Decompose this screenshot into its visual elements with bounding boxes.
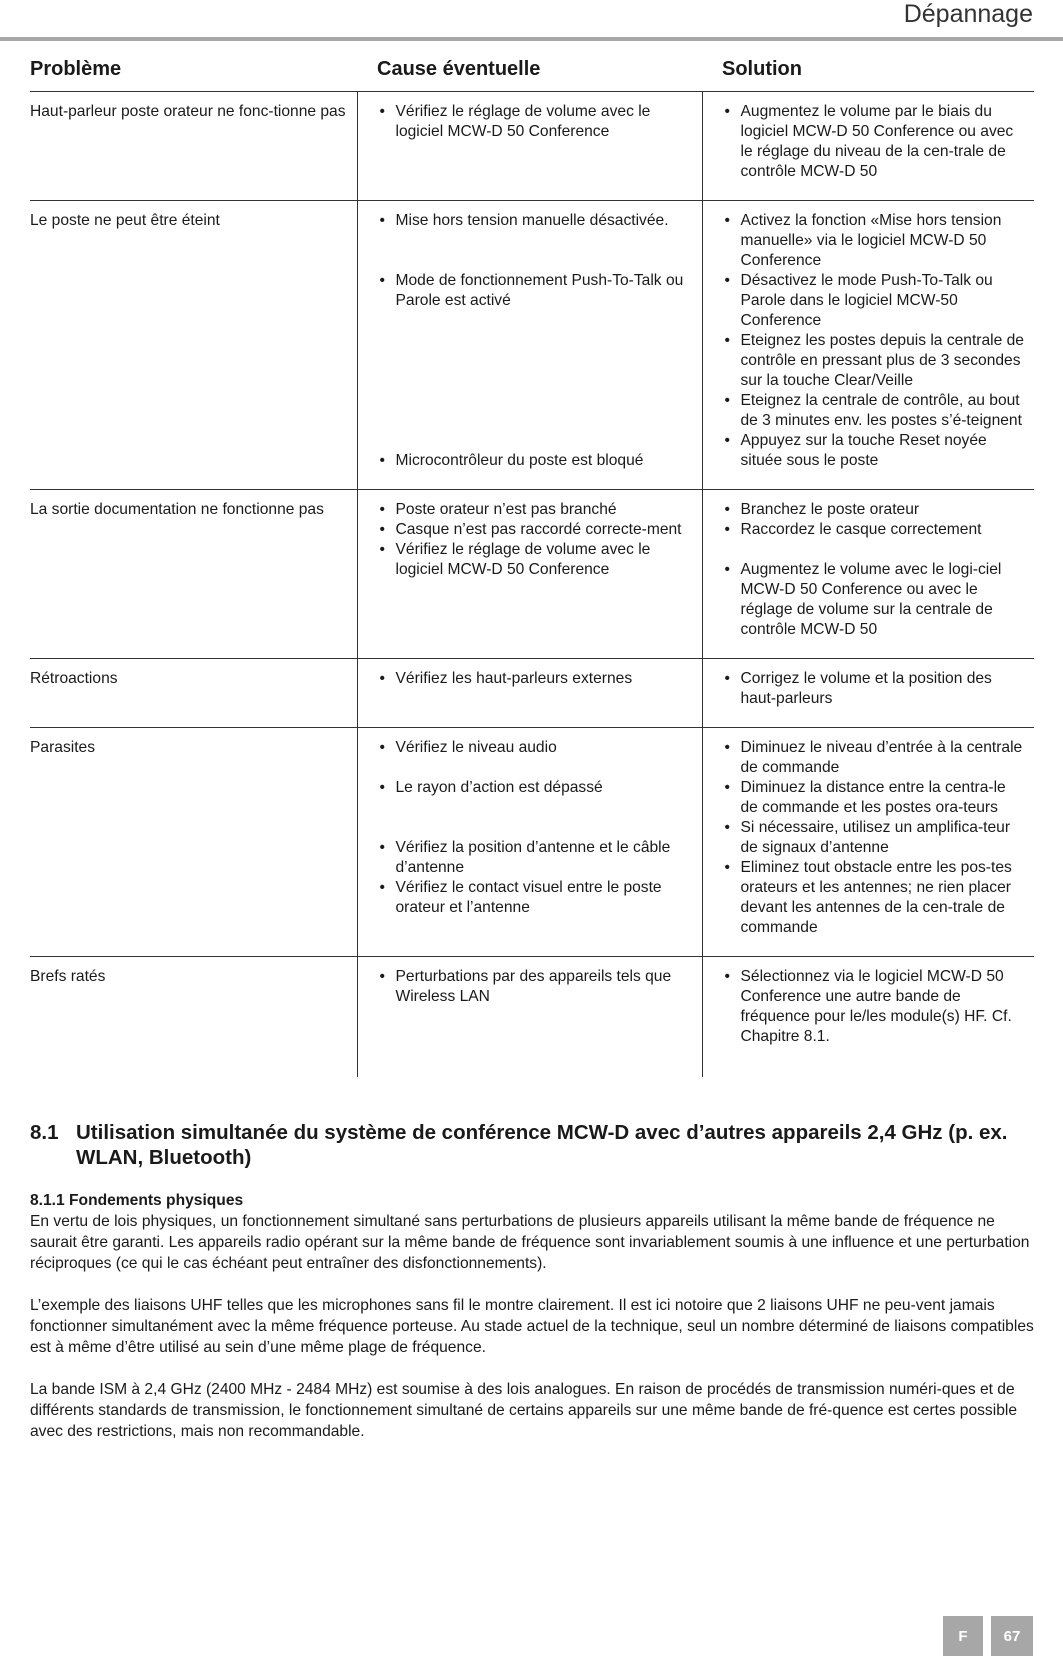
- cause-cell: [357, 92, 702, 201]
- solution-item: • Eteignez la centrale de contrôle, au bout de 3 minutes env. les postes s’é-teignent: [723, 391, 1025, 431]
- troubleshooting-table: [30, 55, 1034, 1077]
- cause-item: • Le rayon d’action est dépassé: [378, 778, 692, 798]
- solution-item: • Augmentez le volume avec le logi-ciel MCW-D 50 Conference ou avec le réglage de volume sur la centrale de contrôle MCW-D 50: [723, 560, 1025, 640]
- page-header-title: Dépannage: [903, 0, 1033, 28]
- cause-cell: [357, 957, 702, 1078]
- solution-item: • Raccordez le casque correctement: [723, 520, 1025, 540]
- solution-item: • Sélectionnez via le logiciel MCW-D 50 Conference une autre bande de fréquence pour le/les module(s) HF. Cf. Chapitre 8.1.: [723, 967, 1025, 1047]
- solution-item: • Eliminez tout obstacle entre les pos-tes orateurs et les antennes; ne rien placer devant les antennes de la cen-trale de commande: [723, 858, 1025, 938]
- solution-cell: [702, 957, 1034, 1078]
- problem-cell: Parasites: [30, 728, 357, 957]
- column-header-problem: Problème: [30, 55, 357, 92]
- table-row: [30, 659, 1034, 728]
- header-rule: [0, 37, 1063, 41]
- cause-item: • Vérifiez le contact visuel entre le poste orateur et l’antenne: [378, 878, 692, 918]
- solution-item: • Augmentez le volume par le biais du logiciel MCW-D 50 Conference ou avec le réglage du niveau de la cen-trale de contrôle MCW-D 50: [723, 102, 1025, 182]
- table-row: [30, 201, 1034, 490]
- solution-item: • Eteignez les postes depuis la centrale de contrôle en pressant plus de 3 secondes sur la touche Clear/Veille: [723, 331, 1025, 391]
- solution-cell: [702, 490, 1034, 659]
- cause-item: • Microcontrôleur du poste est bloqué: [378, 451, 692, 471]
- problem-cell: Haut-parleur poste orateur ne fonc-tionne pas: [30, 92, 357, 201]
- solution-cell: [702, 92, 1034, 201]
- table-row: [30, 957, 1034, 1078]
- solution-item: • Activez la fonction «Mise hors tension manuelle» via le logiciel MCW-D 50 Conference: [723, 211, 1025, 271]
- cause-cell: [357, 728, 702, 957]
- solution-item: • Branchez le poste orateur: [723, 500, 1025, 520]
- paragraph: En vertu de lois physiques, un fonctionnement simultané sans perturbations de plusieurs appareils utilisant la même bande de fréquence ne saurait être garanti. Les appareils radio opérant sur la même bande de fréquence sont invariablement soumis à une influence et une perturbation réciproques (ce qui le cas échéant peut entraîner des disfonctionnements).: [30, 1213, 1030, 1272]
- page-number: 67: [991, 1616, 1033, 1656]
- solution-item: • Diminuez le niveau d’entrée à la centrale de commande: [723, 738, 1025, 778]
- problem-cell: Rétroactions: [30, 659, 357, 728]
- subsection-heading: 8.1.1 Fondements physiques: [30, 1192, 244, 1209]
- section-number: 8.1: [30, 1121, 59, 1144]
- solution-cell: [702, 201, 1034, 490]
- table-row: [30, 728, 1034, 957]
- table-row: [30, 92, 1034, 201]
- table-header-row: [30, 55, 1034, 92]
- language-badge: F: [943, 1616, 983, 1656]
- page-footer: [943, 1616, 1033, 1656]
- cause-item: • Vérifiez le réglage de volume avec le logiciel MCW-D 50 Conference: [378, 540, 692, 580]
- table-row: [30, 490, 1034, 659]
- cause-item: • Vérifiez la position d’antenne et le câble d’antenne: [378, 838, 692, 878]
- cause-cell: [357, 490, 702, 659]
- cause-item: • Poste orateur n’est pas branché: [378, 500, 692, 520]
- cause-item: • Vérifiez le réglage de volume avec le logiciel MCW-D 50 Conference: [378, 102, 692, 142]
- problem-cell: Brefs ratés: [30, 968, 106, 985]
- section-8-1: [30, 1120, 1034, 1463]
- problem-cell: La sortie documentation ne fonctionne pas: [30, 490, 357, 659]
- cause-item: • Vérifiez le niveau audio: [378, 738, 692, 758]
- cause-item: • Mise hors tension manuelle désactivée.: [378, 211, 692, 231]
- cause-item: • Casque n’est pas raccordé correcte-ment: [378, 520, 692, 540]
- cause-cell: [357, 659, 702, 728]
- cause-item: • Vérifiez les haut-parleurs externes: [378, 669, 692, 689]
- solution-item: • Appuyez sur la touche Reset noyée située sous le poste: [723, 431, 1025, 471]
- paragraph: La bande ISM à 2,4 GHz (2400 MHz - 2484 MHz) est soumise à des lois analogues. En raison de procédés de transmission numéri-ques et de différents standards de transmission, le fonctionnement simultané de certains appareils sur une même bande de fré-quence est certes possible avec des restrictions, mais non recommandable.: [30, 1381, 1017, 1440]
- solution-cell: [702, 728, 1034, 957]
- solution-item: • Corrigez le volume et la position des haut-parleurs: [723, 669, 1025, 709]
- solution-cell: [702, 659, 1034, 728]
- solution-item: • Désactivez le mode Push-To-Talk ou Parole dans le logiciel MCW-50 Conference: [723, 271, 1025, 331]
- section-heading: [30, 1120, 1034, 1170]
- solution-item: • Si nécessaire, utilisez un amplifica-teur de signaux d’antenne: [723, 818, 1025, 858]
- cause-item: • Perturbations par des appareils tels que Wireless LAN: [378, 967, 692, 1007]
- column-header-cause: Cause éventuelle: [357, 55, 702, 92]
- cause-item: • Mode de fonctionnement Push-To-Talk ou Parole est activé: [378, 271, 692, 311]
- paragraph: L’exemple des liaisons UHF telles que les microphones sans fil le montre clairement. Il est ici notoire que 2 liaisons UHF ne peu-vent jamais fonctionner simultanément avec la même fréquence porteuse. Au stade actuel de la technique, seul un nombre déterminé de liaisons compatibles est à même d’être utilisé au sein d’une même plage de fréquence.: [30, 1297, 1034, 1356]
- section-title: Utilisation simultanée du système de conférence MCW-D avec d’autres appareils 2,4 GHz (p. ex. WLAN, Bluetooth): [76, 1121, 1008, 1169]
- problem-cell: Le poste ne peut être éteint: [30, 201, 357, 490]
- solution-item: • Diminuez la distance entre la centra-le de commande et les postes ora-teurs: [723, 778, 1025, 818]
- column-header-solution: Solution: [702, 55, 1034, 92]
- cause-cell: [357, 201, 702, 490]
